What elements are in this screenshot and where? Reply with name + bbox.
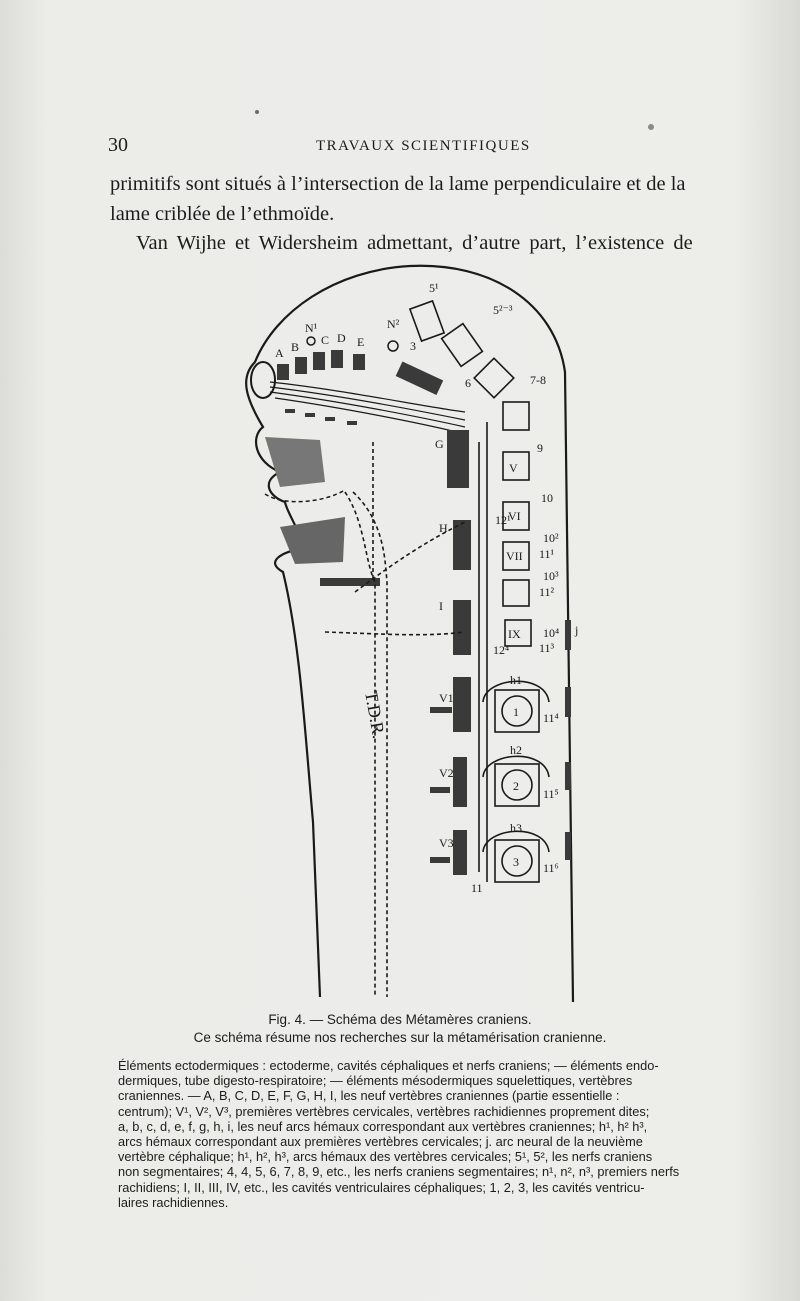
label-h3: h3 [510, 821, 522, 835]
figure-legend [118, 1058, 750, 1210]
label-10-3: 10³ [543, 569, 559, 583]
label-11: 11 [471, 881, 483, 895]
label-a: A [275, 346, 284, 360]
legend-line: non segmentaires; 4, 4, 5, 6, 7, 8, 9, etc., les nerfs craniens segmentaires; n¹, n², n³, premiers nerfs [118, 1164, 680, 1180]
label-b: B [291, 340, 300, 354]
label-g: G [435, 437, 444, 451]
legend-line: centrum); V¹, V², V³, premières vertèbres cervicales, vertèbres rachidiennes proprement dites; [118, 1103, 650, 1119]
jaw-dashed [265, 490, 345, 502]
vertebra-d [331, 350, 343, 368]
digestive-tube [345, 492, 375, 997]
hemal-arc [430, 787, 450, 793]
label-11-3: 11³ [539, 641, 555, 655]
label-c: C [321, 333, 330, 347]
figure-caption-subtitle: Ce schéma résume nos recherches sur la métamérisation cranienne. [193, 1030, 607, 1045]
label-v2: V2 [439, 766, 454, 780]
legend-line: arcs hémaux correspondant aux premières vertèbres cervicales; j. arc neural de la neuvième [118, 1134, 643, 1150]
label-n3: 3 [410, 339, 416, 353]
hemal-arc [347, 421, 357, 425]
figure-caption-title: Fig. 4. — Schéma des Métamères craniens. [268, 1012, 532, 1027]
label-11-1: 11¹ [539, 547, 555, 561]
label-h1: h1 [510, 673, 522, 687]
label-roman-vi: VI [508, 509, 521, 523]
hemal-arc [320, 578, 380, 586]
nerve-root-n2 [388, 341, 398, 351]
label-d: D [337, 331, 346, 345]
hemal-arc [285, 409, 295, 413]
legend-line: a, b, c, d, e, f, g, h, i, les neuf arcs hémaux correspondant aux vertèbres craniennes; h¹, h² h³, [118, 1118, 648, 1134]
label-roman-vii: VII [506, 549, 523, 563]
vertebra-v3 [453, 830, 467, 875]
label-11-6: 11⁶ [543, 861, 559, 875]
label-10-2: 10² [543, 531, 559, 545]
vertebra-b [295, 357, 307, 374]
label-spinal-3: 3 [513, 855, 519, 869]
label-spinal-2: 2 [513, 779, 519, 793]
hemal-arc [430, 857, 450, 863]
legend-line: dermiques, tube digesto-respiratoire; — éléments mésodermiques squelettiques, vertèbres [118, 1073, 633, 1089]
label-roman-v: V [509, 461, 518, 475]
label-6: 6 [465, 376, 471, 390]
nerve-dashed [325, 632, 465, 635]
vertebra-v2 [453, 757, 467, 807]
cavity-box [410, 301, 444, 341]
hemal-arc [430, 707, 452, 713]
nasal-mass [265, 437, 325, 487]
nerve-root-n1 [307, 337, 315, 345]
label-h: H [439, 521, 448, 535]
label-11-5: 11⁵ [543, 787, 559, 801]
vertebra-i [453, 600, 471, 655]
label-11-2: 11² [539, 585, 555, 599]
neural-arc [565, 687, 571, 717]
label-roman-ix: IX [508, 627, 521, 641]
neural-arc-j [565, 620, 571, 650]
body-text-line: lame criblée de l’ethmoïde. [110, 203, 335, 225]
label-spinal-1: 1 [513, 705, 519, 719]
label-e: E [357, 335, 365, 349]
label-tdr: T.D.R. [361, 689, 390, 741]
label-10-4: 10⁴ [543, 626, 560, 640]
vertebra-a [277, 364, 289, 380]
cavity-box [503, 580, 529, 606]
neural-arc [565, 762, 571, 790]
label-12-4: 12⁴ [493, 643, 510, 657]
cavity-box [503, 402, 529, 430]
label-s2: 5²⁻³ [493, 303, 513, 317]
label-n2: N² [387, 317, 400, 331]
legend-line: laires rachidiennes. [118, 1194, 229, 1210]
legend-line: vertèbre céphalique; h¹, h², h³, arcs hémaux des vertèbres cervicales; 5¹, 5², les nerfs craniens [118, 1149, 653, 1165]
hemal-arc [325, 417, 335, 421]
label-9: 9 [537, 441, 543, 455]
nerve-bundle [275, 398, 465, 434]
running-head: TRAVAUX SCIENTIFIQUES [316, 138, 531, 154]
cavity-box [442, 324, 483, 367]
vertebra-v1 [453, 677, 471, 732]
label-v3: V3 [439, 836, 454, 850]
cavity-box [474, 358, 514, 398]
legend-line: Éléments ectodermiques : ectoderme, cavités céphaliques et nerfs craniens; — éléments endo- [118, 1058, 659, 1073]
label-h2: h2 [510, 743, 522, 757]
legend-line: rachidiens; I, II, III, IV, etc., les cavités ventriculaires céphaliques; 1, 2, 3, les cavités ventricu- [118, 1179, 645, 1195]
label-v1: V1 [439, 691, 454, 705]
vertebra-e [353, 354, 365, 370]
label-i: I [439, 599, 443, 613]
vertebra-c [313, 352, 325, 370]
metamere-schema-figure [225, 262, 590, 1002]
legend-line: craniennes. — A, B, C, D, E, F, G, H, I, les neuf vertèbres craniennes (partie essentielle : [118, 1088, 620, 1104]
label-s1: 5¹ [429, 281, 439, 295]
tongue-mass [280, 517, 345, 564]
vertebra-f [396, 361, 444, 395]
vertebra-g [447, 430, 469, 488]
body-text-line: primitifs sont situés à l’intersection de la lame perpendiculaire et de la [110, 173, 686, 195]
page-number: 30 [108, 134, 128, 156]
label-12-1: 12¹ [495, 513, 511, 527]
label-n1: N¹ [305, 321, 318, 335]
scan-speck [255, 110, 259, 114]
label-j: j [575, 623, 579, 637]
neural-arc [565, 832, 571, 860]
nerve-bundle [270, 392, 465, 427]
hemal-arc [305, 413, 315, 417]
body-text-line: Van Wijhe et Widersheim admettant, d’autre part, l’existence de [136, 232, 693, 254]
scan-speck [648, 124, 654, 130]
label-7-8: 7-8 [530, 373, 546, 387]
label-10: 10 [541, 491, 553, 505]
label-11-4: 11⁴ [543, 711, 559, 725]
